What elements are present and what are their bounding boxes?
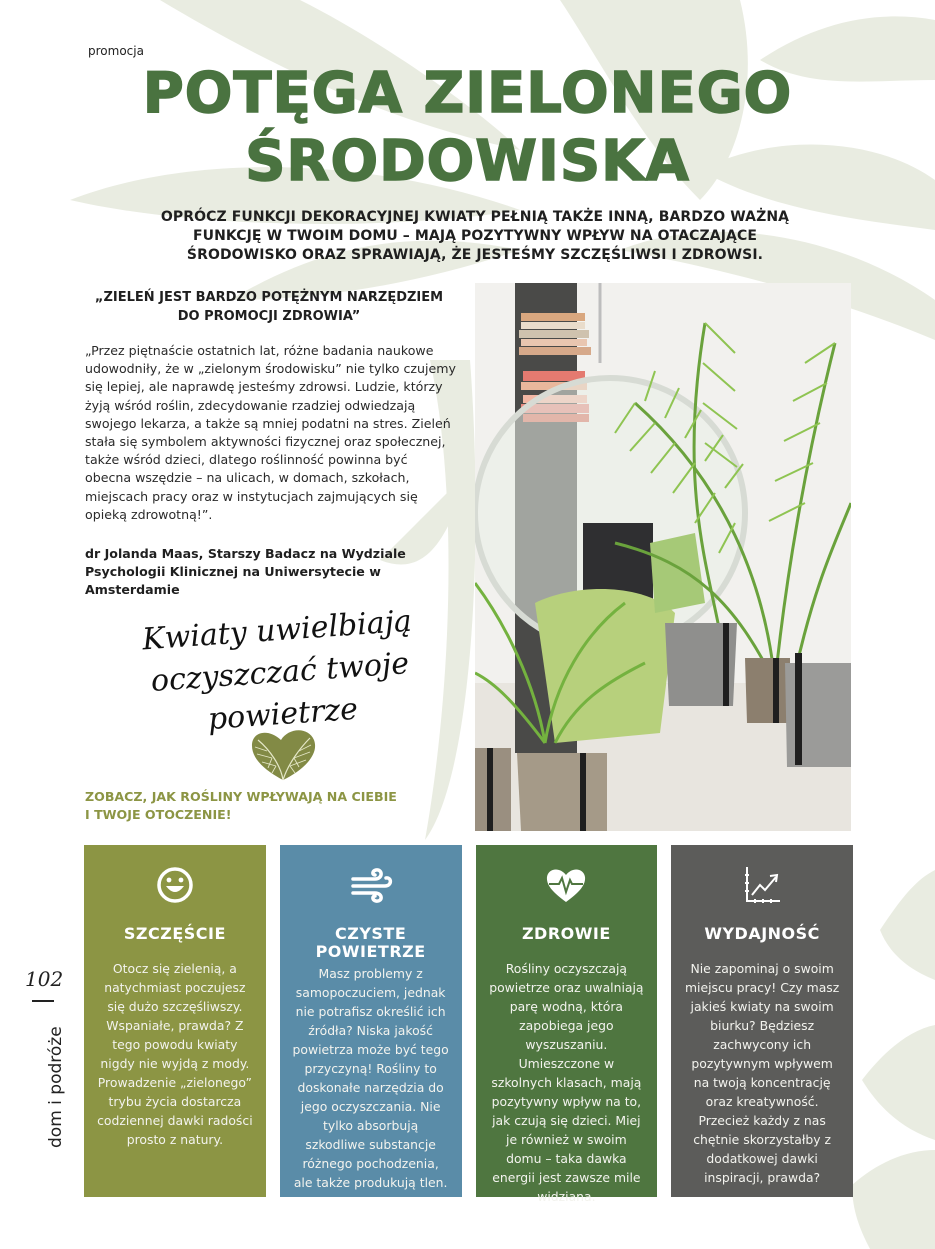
cta-line-2: I TWOJE OTOCZENIE!: [85, 807, 232, 822]
leaf-heart-icon: [248, 726, 318, 782]
handwritten-line-2: oczyszczać twoje powietrze: [149, 646, 411, 738]
card-heading: SZCZĘŚCIE: [123, 924, 226, 943]
section-tag: promocja: [88, 44, 144, 58]
quote-heading-line-1: „ZIELEŃ JEST BARDZO POTĘŻNYM NARZĘDZIEM: [94, 290, 444, 305]
card-happiness: [84, 845, 266, 1197]
card-text: Rośliny oczyszczają powietrze oraz uwalniają parę wodną, która zapobiega jego wyszuszaniu. Umieszczone w szkolnych klasach, mają pozytywny wpływ na to, jak czują się dzieci. Miej je również w swoim domu – taka dawka energii jest zawsze mile widziana.: [489, 961, 644, 1204]
lead-line-1: OPRÓCZ FUNKCJI DEKORACYJNEJ KWIATY PEŁNIĄ TAKŻE INNĄ, BARDZO WAŻNĄ: [160, 209, 790, 225]
card-text: Otocz się zielenią, a natychmiast poczujesz się dużo szczęśliwszy. Wspaniałe, prawda? Z tego powodu kwiaty nigdy nie wyjdą z mody. Prowadzenie „zielonego” trybu życia dostarcza codziennej dawki radości prosto z natury.: [97, 961, 253, 1147]
card-clean-air: [280, 845, 462, 1197]
lead-line-2: FUNKCJĘ W TWOIM DOMU – MAJĄ POZYTYWNY WPŁYW NA OTACZAJĄCE: [192, 228, 757, 244]
benefit-cards: [84, 845, 853, 1204]
section-name: dom i podróże: [46, 1026, 66, 1148]
quote-body: „Przez piętnaście ostatnich lat, różne badania naukowe udowodniły, że w „zielonym środowisku” nie tylko czujemy się lepiej, ale naprawdę jesteśmy zdrowsi. Ludzie, którzy żyją wśród roślin, zdecydowanie rzadziej odwiedzają swojego lekarza, a także są mniej podatni na stres. Zieleń stała się symbolem aktywności fizycznej oraz społecznej, także wśród dzieci, dlatego roślinność powinna być obecna wszędzie – na ulicach, w domach, szkołach, miejscach pracy oraz w instytucjach zajmujących się opieką zdrowotną!”.: [85, 343, 456, 522]
interior-plants-photo: [475, 283, 851, 831]
card-productivity: [671, 845, 853, 1197]
title-line-1: POTĘGA ZIELONEGO: [142, 61, 793, 126]
card-heading: WYDAJNOŚĆ: [704, 924, 820, 943]
quote-heading-line-2: DO PROMOCJI ZDROWIA”: [177, 309, 361, 324]
heartbeat-icon: [488, 863, 646, 907]
title-line-2: ŚRODOWISKA: [245, 129, 690, 194]
card-health: [476, 845, 658, 1204]
cta-text: [85, 788, 465, 824]
card-text: Nie zapominaj o swoim miejscu pracy! Czy masz jakieś kwiaty na swoim biurku? Będziesz zachwycony ich pozytywnym wpływem na twoją koncentrację oraz kreatywność. Przecież każdy z nas chętnie skorzystałby z dodatkowej dawki inspiracji, prawda?: [684, 961, 840, 1185]
photo-illustration: [475, 283, 851, 831]
card-heading: CZYSTE POWIETRZE: [315, 924, 426, 961]
wind-icon: [292, 863, 450, 907]
smiley-icon: [96, 863, 254, 907]
quote-author: dr Jolanda Maas, Starszy Badacz na Wydziale Psychologii Klinicznej na Uniwersytecie w Amsterdamie: [85, 546, 406, 598]
folio-divider: [32, 1000, 54, 1002]
cta-line-1: ZOBACZ, JAK ROŚLINY WPŁYWAJĄ NA CIEBIE: [85, 789, 397, 804]
quote-heading: [82, 288, 456, 326]
page-number: 102: [25, 967, 64, 991]
lead-paragraph: [130, 208, 820, 265]
lead-line-3: ŚRODOWISKO ORAZ SPRAWIAJĄ, ŻE JESTEŚMY SZCZĘŚLIWSI I ZDROWSI.: [186, 247, 764, 263]
handwritten-line-1: Kwiaty uwielbiają: [141, 603, 413, 658]
growth-chart-icon: [683, 863, 841, 907]
page-title: [60, 60, 875, 196]
card-text: Masz problemy z samopoczuciem, jednak nie potrafisz określić ich źródła? Niska jakość powietrza może być tego przyczyną! Rośliny to doskonałe narzędzia do jego oczyszczania. Nie tylko absorbują szkodliwe substancje różnego pochodzenia, ale także produkują tlen.: [292, 966, 449, 1190]
card-heading: ZDROWIE: [521, 924, 611, 943]
